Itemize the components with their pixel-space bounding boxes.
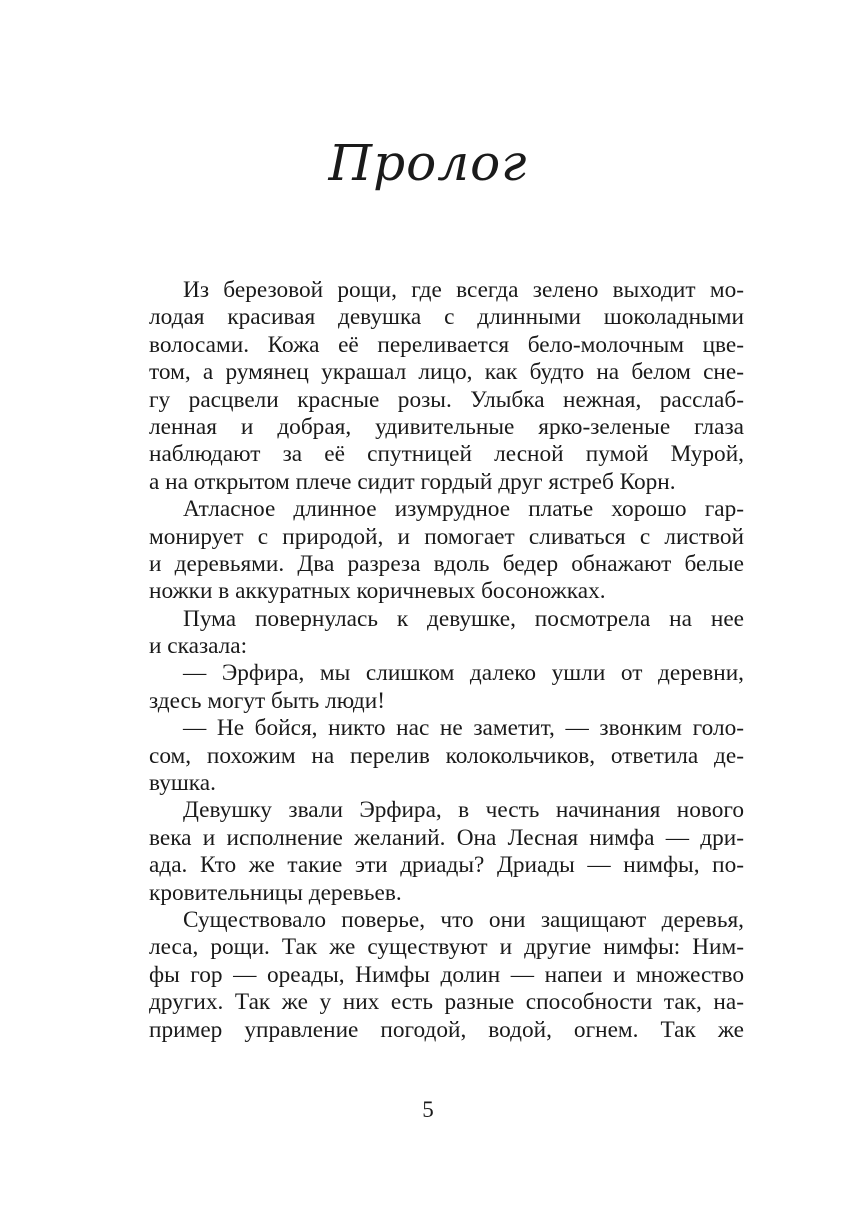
text-line: и сказала: (149, 633, 248, 660)
text-line: волосами. Кожа её переливается бело-молочным цве- (149, 331, 744, 358)
text-line: гу расцвели красные розы. Улыбка нежная, расслаб- (149, 386, 744, 413)
text-line: пример управление погодой, водой, огнем. Так же (149, 1016, 744, 1043)
text-line: Атласное длинное изумрудное платье хорошо гар- (183, 496, 744, 523)
body-text (149, 277, 744, 1044)
text-line: том, а румянец украшал лицо, как будто на белом сне- (149, 359, 744, 386)
text-line: ада. Кто же такие эти дриады? Дриады — нимфы, по- (149, 852, 744, 879)
text-line: монирует с природой, и помогает сливаться с листвой (149, 523, 744, 550)
text-line: Пума повернулась к девушке, посмотрела на нее (183, 605, 744, 632)
text-line: ножки в аккуратных коричневых босоножках. (149, 578, 606, 605)
text-line: — Эрфира, мы слишком далеко ушли от деревни, (183, 660, 744, 687)
text-line: других. Так же у них есть разные способности так, на- (149, 989, 744, 1016)
text-line: ленная и добрая, удивительные ярко-зеленые глаза (149, 413, 744, 440)
text-line: и деревьями. Два разреза вдоль бедер обнажают белые (149, 550, 744, 577)
page-number: 5 (422, 1097, 434, 1122)
text-line: Девушку звали Эрфира, в честь начинания нового (183, 797, 744, 824)
text-line: Из березовой рощи, где всегда зелено выходит мо- (183, 277, 744, 303)
text-line: сом, похожим на перелив колокольчиков, ответила де- (149, 742, 744, 769)
text-line: леса, рощи. Так же существуют и другие нимфы: Ним- (149, 934, 744, 961)
text-line: фы гор — ореады, Нимфы долин — напеи и множество (149, 961, 744, 988)
chapter-title: Пролог (328, 134, 528, 192)
text-line: вушка. (149, 770, 216, 797)
text-line: лодая красивая девушка с длинными шоколадными (149, 304, 744, 331)
text-line: кровительницы деревьев. (149, 879, 402, 906)
text-line: а на открытом плече сидит гордый друг ястреб Корн. (149, 468, 676, 495)
text-line: Существовало поверье, что они защищают деревья, (183, 906, 744, 933)
text-line: здесь могут быть люди! (149, 687, 386, 714)
text-line: наблюдают за её спутницей лесной пумой Мурой, (149, 441, 744, 468)
text-line: века и исполнение желаний. Она Лесная нимфа — дри- (149, 824, 744, 851)
text-line: — Не бойся, никто нас не заметит, — звонким голо- (183, 715, 744, 742)
